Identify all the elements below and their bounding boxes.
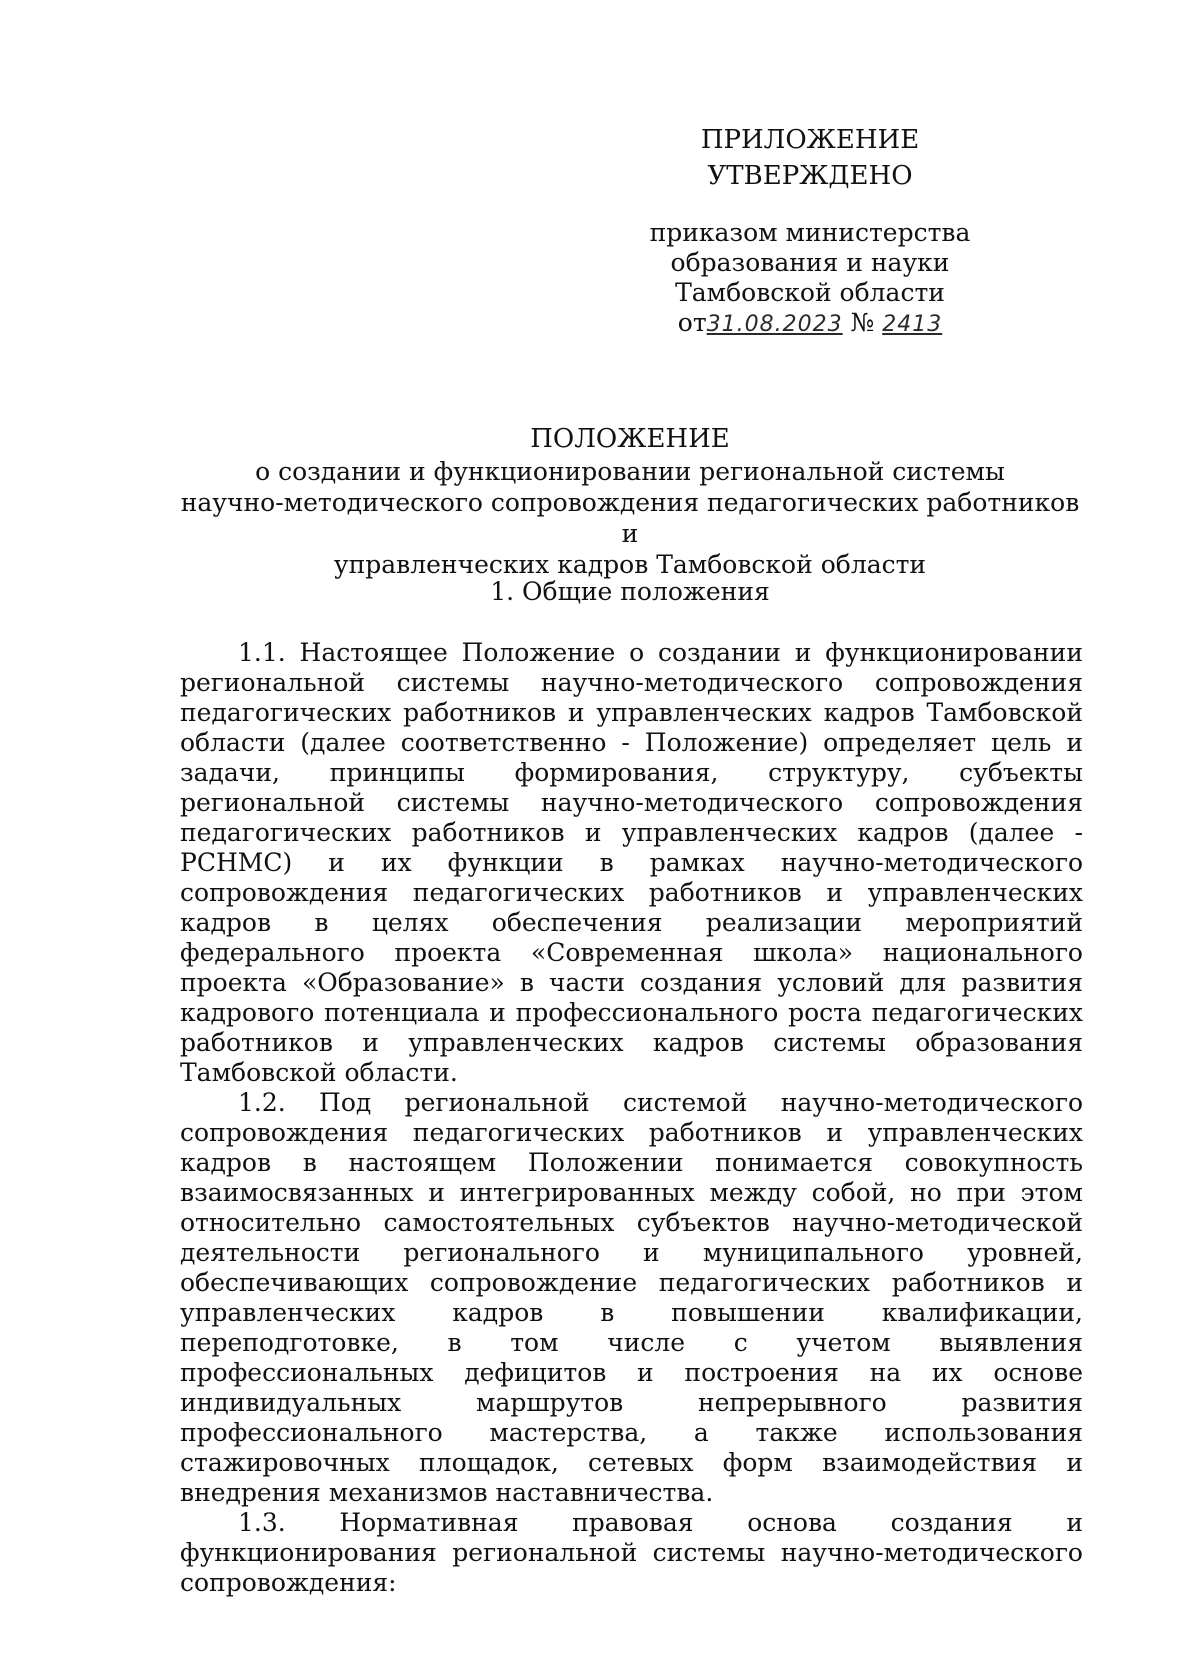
order-reference xyxy=(640,218,980,308)
title-line-3: управленческих кадров Тамбовской области xyxy=(333,550,927,579)
appendix-label: ПРИЛОЖЕНИЕ xyxy=(700,125,920,155)
document-title xyxy=(180,422,1080,580)
appendix-header xyxy=(640,122,980,194)
number-prefix: № xyxy=(850,308,875,337)
paragraph-1-3: 1.3. Нормативная правовая основа создания и функционирования региональной системы научно-методического сопровождения: xyxy=(180,1508,1083,1597)
order-line-3: Тамбовской области xyxy=(675,278,945,307)
title-heading: ПОЛОЖЕНИЕ xyxy=(530,424,730,454)
order-line-2: образования и науки xyxy=(670,248,950,277)
paragraph-1-1: 1.1. Настоящее Положение о создании и функционировании региональной системы научно-методического сопровождения педагогических работников и управленческих кадров Тамбовской области (далее соответственно - Положение) определяет цель и задачи, принципы формирования, структуру, субъекты региональной системы научно-методического сопровождения педагогических работников и управленческих кадров (далее - РСНМС) и их функции в рамках научно-методического сопровождения педагогических работников и управленческих кадров в целях обеспечения реализации мероприятий федерального проекта «Современная школа» национального проекта «Образование» в части создания условий для развития кадрового потенциала и профессионального роста педагогических работников и управленческих кадров системы образования Тамбовской области. xyxy=(180,638,1083,1087)
title-line-2: научно-методического сопровождения педагогических работников и xyxy=(180,488,1080,548)
approved-label: УТВЕРЖДЕНО xyxy=(707,161,913,191)
order-date-number xyxy=(640,308,980,337)
handwritten-date: 31.08.2023 xyxy=(706,312,843,337)
section-heading: 1. Общие положения xyxy=(490,577,770,606)
paragraph-1-2: 1.2. Под региональной системой научно-методического сопровождения педагогических работников и управленческих кадров в настоящем Положении понимается совокупность взаимосвязанных и интегрированных между собой, но при этом относительно самостоятельных субъектов научно-методической деятельности регионального и муниципального уровней, обеспечивающих сопровождение педагогических работников и управленческих кадров в повышении квалификации, переподготовке, в том числе с учетом выявления профессиональных дефицитов и построения на их основе индивидуальных маршрутов непрерывного развития профессионального мастерства, а также использования стажировочных площадок, сетевых форм взаимодействия и внедрения механизмов наставничества. xyxy=(180,1088,1083,1507)
date-prefix: от xyxy=(677,308,707,337)
body-text xyxy=(180,638,1083,1598)
order-line-1: приказом министерства xyxy=(649,218,971,247)
handwritten-number: 2413 xyxy=(882,312,943,337)
title-line-1: о создании и функционировании региональной системы xyxy=(255,457,1005,486)
